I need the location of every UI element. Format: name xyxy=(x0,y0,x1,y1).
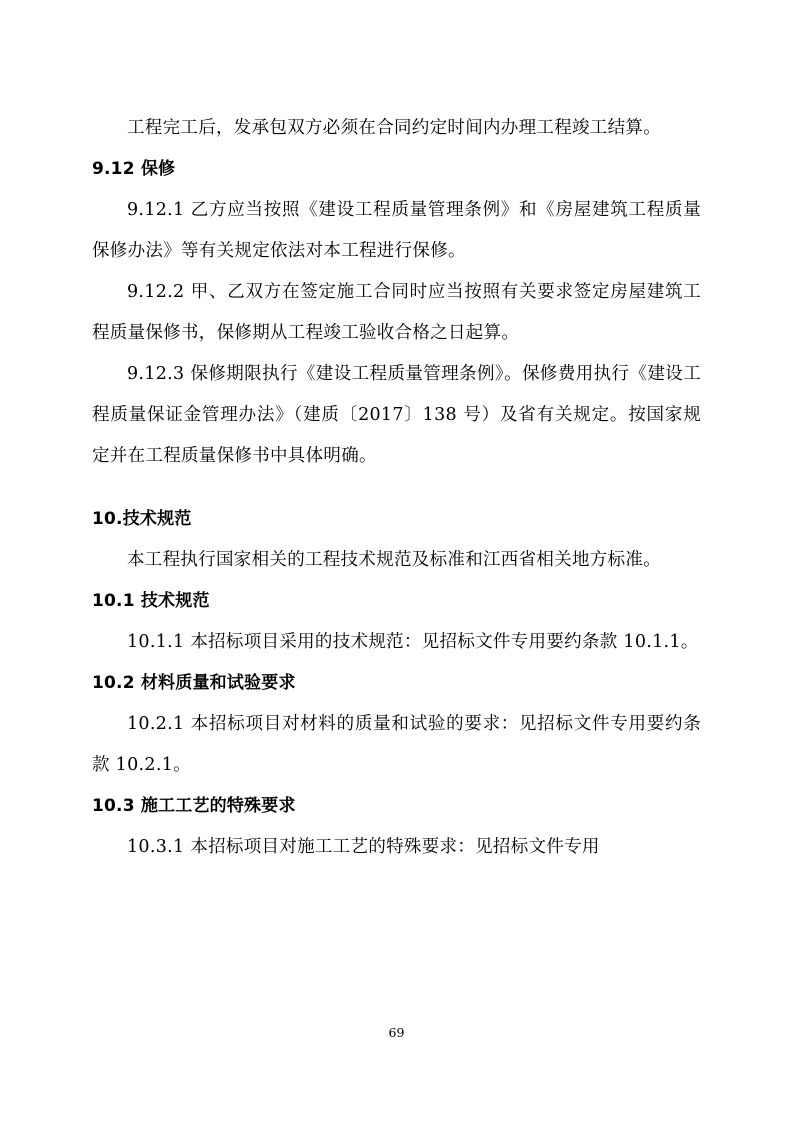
paragraph-10-3-1: 10.3.1 本招标项目对施工工艺的特殊要求：见招标文件专用 xyxy=(127,837,600,857)
paragraph-settlement: 工程完工后，发承包双方必须在合同约定时间内办理工程竣工结算。 xyxy=(127,118,661,138)
heading-10-technical-specifications: 10.技术规范 xyxy=(92,509,192,529)
paragraph-10-intro: 本工程执行国家相关的工程技术规范及标准和江西省相关地方标准。 xyxy=(127,550,661,570)
heading-10-1-technical-specifications: 10.1 技术规范 xyxy=(92,591,210,611)
paragraph-10-2-1: 10.2.1 本招标项目对材料的质量和试验的要求：见招标文件专用要约条款 10.2.1。 xyxy=(92,714,701,775)
paragraph-9-12-2: 9.12.2 甲、乙双方在签定施工合同时应当按照有关要求签定房屋建筑工程质量保修书，保修期从工程竣工验收合格之日起算。 xyxy=(92,282,701,343)
paragraph-9-12-3: 9.12.3 保修期限执行《建设工程质量管理条例》。保修费用执行《建设工程质量保证金管理办法》（建质〔2017〕138 号）及省有关规定。按国家规定并在工程质量保修书中具体明确。 xyxy=(92,364,701,466)
paragraph-10-1-1: 10.1.1 本招标项目采用的技术规范：见招标文件专用要约条款 10.1.1。 xyxy=(127,632,699,652)
heading-10-2-material-quality: 10.2 材料质量和试验要求 xyxy=(92,673,296,693)
paragraph-9-12-1: 9.12.1 乙方应当按照《建设工程质量管理条例》和《房屋建筑工程质量保修办法》等有关规定依法对本工程进行保修。 xyxy=(92,200,701,261)
heading-9-12-warranty: 9.12 保修 xyxy=(92,159,176,179)
page-number: 69 xyxy=(388,1025,405,1040)
heading-10-3-construction-technique: 10.3 施工工艺的特殊要求 xyxy=(92,796,296,816)
